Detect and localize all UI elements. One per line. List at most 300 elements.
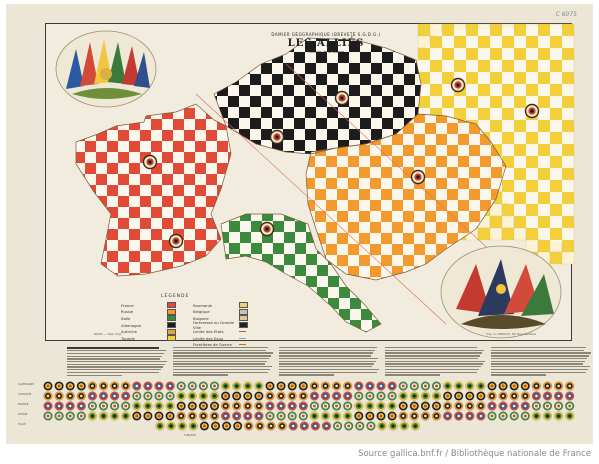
game-piece-disc <box>454 402 463 411</box>
game-piece-disc <box>266 412 275 421</box>
legend-column-countries <box>121 302 176 342</box>
game-piece-disc <box>121 392 130 401</box>
game-piece-disc <box>410 402 419 411</box>
game-piece-disc <box>199 402 208 411</box>
fortress-marker-3 <box>336 92 349 105</box>
board-bottom-label: TURQUIE <box>184 434 196 437</box>
legend-swatch <box>239 315 248 321</box>
game-piece-disc <box>132 382 141 391</box>
game-piece-disc <box>144 412 153 421</box>
game-piece-disc <box>189 422 198 431</box>
game-piece-disc <box>367 422 376 431</box>
game-piece-disc <box>399 412 408 421</box>
game-piece-disc <box>221 402 230 411</box>
rules-text-line <box>67 347 159 349</box>
game-piece-disc <box>210 412 219 421</box>
game-piece-disc <box>477 392 486 401</box>
game-piece-disc <box>554 382 563 391</box>
legend-entry <box>121 315 176 322</box>
rules-text-line <box>279 347 377 348</box>
rules-text-line <box>491 350 584 351</box>
game-piece-disc <box>177 402 186 411</box>
rules-column-4 <box>385 347 485 379</box>
game-pieces-board <box>40 381 590 433</box>
game-piece-disc <box>410 382 419 391</box>
game-piece-disc <box>155 392 164 401</box>
legend-swatch <box>239 322 248 328</box>
game-piece-disc <box>144 382 153 391</box>
game-piece-disc <box>521 382 530 391</box>
game-piece-disc <box>310 402 319 411</box>
game-piece-disc <box>99 382 108 391</box>
rules-text-line <box>279 352 373 353</box>
game-piece-disc <box>188 382 197 391</box>
game-piece-disc <box>532 392 541 401</box>
printer-note: Imp. A. LEROUX, 52, Rue Sedaine <box>486 332 537 336</box>
legend-entry <box>193 322 248 329</box>
legend-entry-label: Allemagne <box>121 322 142 328</box>
map-subtitle: Théâtre de la Guerre <box>307 50 345 54</box>
flags-vignette <box>56 31 156 107</box>
game-piece-disc <box>132 412 141 421</box>
rules-text-line <box>279 358 378 359</box>
game-piece-disc <box>166 382 175 391</box>
board-label-2: AUTRICHE <box>18 393 32 396</box>
rules-text-line <box>491 366 590 367</box>
rules-text-line <box>67 358 160 359</box>
game-piece-disc <box>277 412 286 421</box>
game-piece-disc <box>521 412 530 421</box>
game-piece-disc <box>410 412 419 421</box>
game-piece-disc <box>210 382 219 391</box>
game-piece-disc <box>177 392 186 401</box>
game-piece-disc <box>488 412 497 421</box>
map-title-block <box>266 32 386 54</box>
fortress-marker-7 <box>452 79 465 92</box>
legend-swatch <box>239 338 246 339</box>
rules-text-line <box>491 372 586 373</box>
legend-entry-label: Autriche <box>121 329 137 335</box>
map-frame <box>45 23 572 348</box>
rules-text-line <box>173 363 265 364</box>
game-piece-disc <box>288 392 297 401</box>
legend-column-symbols <box>193 302 248 348</box>
game-piece-disc <box>121 412 130 421</box>
game-piece-disc <box>554 392 563 401</box>
game-piece-disc <box>477 402 486 411</box>
fortress-marker-2 <box>271 131 284 144</box>
game-piece-disc <box>443 402 452 411</box>
game-piece-disc <box>532 382 541 391</box>
game-piece-disc <box>389 422 398 431</box>
game-piece-disc <box>243 402 252 411</box>
game-piece-disc <box>543 392 552 401</box>
game-piece-disc <box>477 412 486 421</box>
game-piece-disc <box>343 382 352 391</box>
game-piece-disc <box>510 382 519 391</box>
game-piece-disc <box>399 392 408 401</box>
rules-text-line <box>173 355 271 356</box>
game-piece-disc <box>44 402 53 411</box>
rules-text-line <box>173 352 273 353</box>
game-piece-disc <box>299 392 308 401</box>
game-piece-disc <box>366 382 375 391</box>
game-piece-disc <box>177 382 186 391</box>
game-piece-disc <box>477 382 486 391</box>
game-piece-disc <box>421 392 430 401</box>
game-piece-disc <box>155 402 164 411</box>
game-piece-disc <box>332 402 341 411</box>
game-piece-disc <box>255 402 264 411</box>
game-piece-disc <box>278 422 287 431</box>
game-piece-disc <box>256 422 265 431</box>
game-piece-disc <box>344 422 353 431</box>
game-piece-disc <box>288 382 297 391</box>
game-piece-disc <box>354 382 363 391</box>
game-piece-disc <box>510 412 519 421</box>
board-label-5: ITALIE <box>18 423 26 426</box>
game-piece-disc <box>332 382 341 391</box>
game-piece-disc <box>266 392 275 401</box>
legend-entry-label: Forteresse ou Grande Ville <box>193 320 234 331</box>
game-piece-disc <box>177 412 186 421</box>
rules-text-line <box>491 369 588 370</box>
game-piece-disc <box>399 382 408 391</box>
rules-text-line <box>67 375 122 376</box>
game-piece-disc <box>255 412 264 421</box>
game-piece-disc <box>99 392 108 401</box>
legend-entry <box>121 309 176 316</box>
game-piece-disc <box>132 392 141 401</box>
rules-text-line <box>491 358 587 359</box>
game-piece-disc <box>488 392 497 401</box>
game-piece-disc <box>366 392 375 401</box>
game-piece-disc <box>289 422 298 431</box>
game-piece-disc <box>222 422 231 431</box>
game-piece-disc <box>388 402 397 411</box>
game-piece-disc <box>288 412 297 421</box>
game-piece-disc <box>543 402 552 411</box>
rules-text-line <box>279 361 376 362</box>
game-piece-disc <box>521 392 530 401</box>
rules-text-line <box>67 350 166 351</box>
legend-entry <box>193 309 248 316</box>
game-piece-disc <box>388 392 397 401</box>
game-piece-disc <box>121 402 130 411</box>
game-piece-disc <box>410 392 419 401</box>
game-piece-disc <box>421 402 430 411</box>
game-piece-disc <box>155 412 164 421</box>
game-piece-disc <box>166 392 175 401</box>
game-piece-disc <box>354 392 363 401</box>
game-piece-disc <box>321 412 330 421</box>
game-piece-disc <box>266 402 275 411</box>
rules-column-3 <box>279 347 379 379</box>
game-piece-disc <box>465 392 474 401</box>
legend-entry-label: Roumanie <box>193 302 213 308</box>
legend-entry <box>193 328 248 335</box>
game-piece-disc <box>144 402 153 411</box>
game-piece-disc <box>499 382 508 391</box>
game-piece-disc <box>388 412 397 421</box>
legend-entry-label: Bulgarie <box>193 315 209 321</box>
game-piece-disc <box>55 392 64 401</box>
game-piece-disc <box>488 382 497 391</box>
game-piece-disc <box>443 392 452 401</box>
game-piece-disc <box>343 392 352 401</box>
legend-entry-label: Limite des Eaux <box>193 335 224 341</box>
legend-swatch <box>167 322 176 328</box>
game-piece-disc <box>454 392 463 401</box>
game-piece-disc <box>110 402 119 411</box>
game-piece-disc <box>565 402 574 411</box>
game-piece-disc <box>366 402 375 411</box>
rules-text-line <box>173 361 267 362</box>
game-piece-disc <box>332 412 341 421</box>
legend-entry <box>121 322 176 329</box>
game-piece-disc <box>277 392 286 401</box>
rules-text-line <box>491 347 586 348</box>
legend-entry-label: Belgique <box>193 309 210 315</box>
legend-entry-label: France <box>121 302 134 308</box>
game-piece-disc <box>232 392 241 401</box>
publisher-note: PARIS — Dép. Imp. <box>94 332 123 336</box>
game-piece-disc <box>311 422 320 431</box>
game-piece-disc <box>310 392 319 401</box>
rules-text-line <box>67 372 159 373</box>
legend-entry-label: Russie <box>121 309 134 315</box>
game-piece-disc <box>343 402 352 411</box>
game-piece-disc <box>267 422 276 431</box>
game-piece-disc <box>88 412 97 421</box>
game-piece-disc <box>221 412 230 421</box>
map-sheet <box>6 4 593 444</box>
rules-text-line <box>385 358 478 359</box>
game-piece-disc <box>322 422 331 431</box>
game-piece-disc <box>421 412 430 421</box>
rules-text-line <box>67 369 161 370</box>
game-piece-disc <box>465 382 474 391</box>
fortress-marker-1 <box>144 156 157 169</box>
rules-column-2 <box>173 347 273 379</box>
fortress-marker-6 <box>261 223 274 236</box>
legend-entry-label: Frontières de Guerre <box>193 342 232 348</box>
rules-text-line <box>173 358 269 359</box>
game-piece-disc <box>499 392 508 401</box>
game-piece-disc <box>55 402 64 411</box>
game-piece-disc <box>510 402 519 411</box>
rules-text-line <box>279 374 334 375</box>
game-piece-disc <box>366 412 375 421</box>
game-piece-disc <box>266 382 275 391</box>
game-piece-disc <box>532 402 541 411</box>
game-piece-disc <box>565 382 574 391</box>
game-piece-disc <box>333 422 342 431</box>
game-piece-disc <box>521 402 530 411</box>
game-piece-disc <box>355 422 364 431</box>
game-piece-disc <box>110 392 119 401</box>
game-piece-disc <box>166 402 175 411</box>
game-piece-disc <box>88 402 97 411</box>
game-piece-disc <box>255 392 264 401</box>
game-piece-disc <box>44 392 53 401</box>
game-piece-disc <box>243 412 252 421</box>
fortress-marker-8 <box>526 105 539 118</box>
game-piece-disc <box>77 392 86 401</box>
game-piece-disc <box>288 402 297 411</box>
game-piece-disc <box>299 412 308 421</box>
legend-swatch <box>167 309 176 315</box>
game-piece-disc <box>232 402 241 411</box>
source-credit: Source gallica.bnf.fr / Bibliothèque nationale de France <box>358 449 591 459</box>
game-piece-disc <box>499 402 508 411</box>
rules-text-line <box>279 363 374 364</box>
game-piece-disc <box>66 392 75 401</box>
game-piece-disc <box>400 422 409 431</box>
game-piece-disc <box>199 382 208 391</box>
fortress-marker-5 <box>170 235 183 248</box>
game-piece-disc <box>244 422 253 431</box>
rules-text-line <box>385 372 477 373</box>
legend-entry <box>193 302 248 309</box>
game-piece-disc <box>354 402 363 411</box>
game-piece-disc <box>532 412 541 421</box>
game-piece-disc <box>277 402 286 411</box>
game-piece-disc <box>554 402 563 411</box>
rules-text-line <box>67 353 164 354</box>
region-france <box>74 108 239 284</box>
battle-vignette <box>441 246 561 338</box>
rules-text-line <box>173 369 270 370</box>
rules-text-line <box>67 361 167 362</box>
game-piece-disc <box>354 412 363 421</box>
game-piece-disc <box>377 382 386 391</box>
game-piece-disc <box>232 382 241 391</box>
game-piece-disc <box>343 412 352 421</box>
game-piece-disc <box>200 422 209 431</box>
board-label-1: ALLEMAGNE <box>18 383 34 386</box>
legend-swatch <box>167 329 176 335</box>
legend-entry <box>121 335 176 342</box>
rules-text-line <box>385 363 483 364</box>
game-piece-disc <box>233 422 242 431</box>
game-piece-disc <box>132 402 141 411</box>
game-piece-disc <box>55 412 64 421</box>
rules-text-line <box>67 366 163 367</box>
game-piece-disc <box>199 412 208 421</box>
game-piece-disc <box>156 422 165 431</box>
game-piece-disc <box>399 402 408 411</box>
legend-swatch <box>167 315 176 321</box>
game-piece-disc <box>554 412 563 421</box>
game-piece-disc <box>499 412 508 421</box>
game-piece-disc <box>378 422 387 431</box>
game-piece-disc <box>277 382 286 391</box>
board-label-4: RUSSIE <box>18 413 28 416</box>
game-piece-disc <box>332 392 341 401</box>
game-piece-disc <box>243 392 252 401</box>
game-piece-disc <box>321 382 330 391</box>
game-piece-disc <box>199 392 208 401</box>
rules-column-5 <box>491 347 591 379</box>
game-piece-disc <box>88 382 97 391</box>
game-piece-disc <box>465 412 474 421</box>
game-piece-disc <box>432 412 441 421</box>
game-piece-disc <box>155 382 164 391</box>
game-piece-disc <box>221 392 230 401</box>
rules-text-line <box>279 369 379 370</box>
game-piece-disc <box>121 382 130 391</box>
game-piece-disc <box>443 412 452 421</box>
game-piece-disc <box>77 412 86 421</box>
game-piece-disc <box>210 392 219 401</box>
rules-text-line <box>385 374 440 375</box>
legend-entry-label: Limite des Etats <box>193 329 224 335</box>
rules-text <box>67 347 595 379</box>
game-piece-disc <box>188 412 197 421</box>
rules-text-line <box>385 366 481 367</box>
game-piece-disc <box>432 382 441 391</box>
game-piece-disc <box>188 392 197 401</box>
fortress-marker-4 <box>412 171 425 184</box>
game-piece-disc <box>166 412 175 421</box>
board-label-3: FRANCE <box>18 403 29 406</box>
catalog-stamp: C 6075 <box>555 11 577 18</box>
game-piece-disc <box>377 392 386 401</box>
game-piece-disc <box>210 402 219 411</box>
game-piece-disc <box>411 422 420 431</box>
game-piece-disc <box>388 382 397 391</box>
game-piece-disc <box>243 382 252 391</box>
rules-text-line <box>385 361 485 362</box>
game-piece-disc <box>465 402 474 411</box>
game-piece-disc <box>77 382 86 391</box>
game-piece-disc <box>310 382 319 391</box>
game-piece-disc <box>66 412 75 421</box>
rules-text-line <box>491 363 583 364</box>
legend-swatch <box>239 302 248 308</box>
rules-text-line <box>279 350 375 351</box>
game-piece-disc <box>77 402 86 411</box>
legend-swatch <box>239 309 248 315</box>
game-piece-disc <box>178 422 187 431</box>
rules-text-line <box>67 364 165 365</box>
game-piece-disc <box>300 422 309 431</box>
game-piece-disc <box>377 412 386 421</box>
rules-text-line <box>491 361 585 362</box>
legend-entry-label: Turquie <box>121 335 135 341</box>
rules-text-line <box>173 350 266 351</box>
legend-entry <box>121 302 176 309</box>
game-piece-disc <box>255 382 264 391</box>
legend-title: LÉGENDE <box>161 294 190 299</box>
game-piece-disc <box>377 402 386 411</box>
game-piece-disc <box>55 382 64 391</box>
rules-text-line <box>491 374 546 375</box>
game-piece-disc <box>565 412 574 421</box>
game-piece-disc <box>565 392 574 401</box>
rules-text-line <box>491 352 591 353</box>
game-piece-disc <box>510 392 519 401</box>
map-title: LES ALLIÉS <box>287 38 365 49</box>
rules-text-line <box>173 347 268 348</box>
game-piece-disc <box>421 382 430 391</box>
rules-column-1 <box>67 347 167 379</box>
game-piece-disc <box>432 392 441 401</box>
game-piece-disc <box>66 382 75 391</box>
rules-text-line <box>279 366 372 367</box>
legend-swatch <box>239 331 246 332</box>
